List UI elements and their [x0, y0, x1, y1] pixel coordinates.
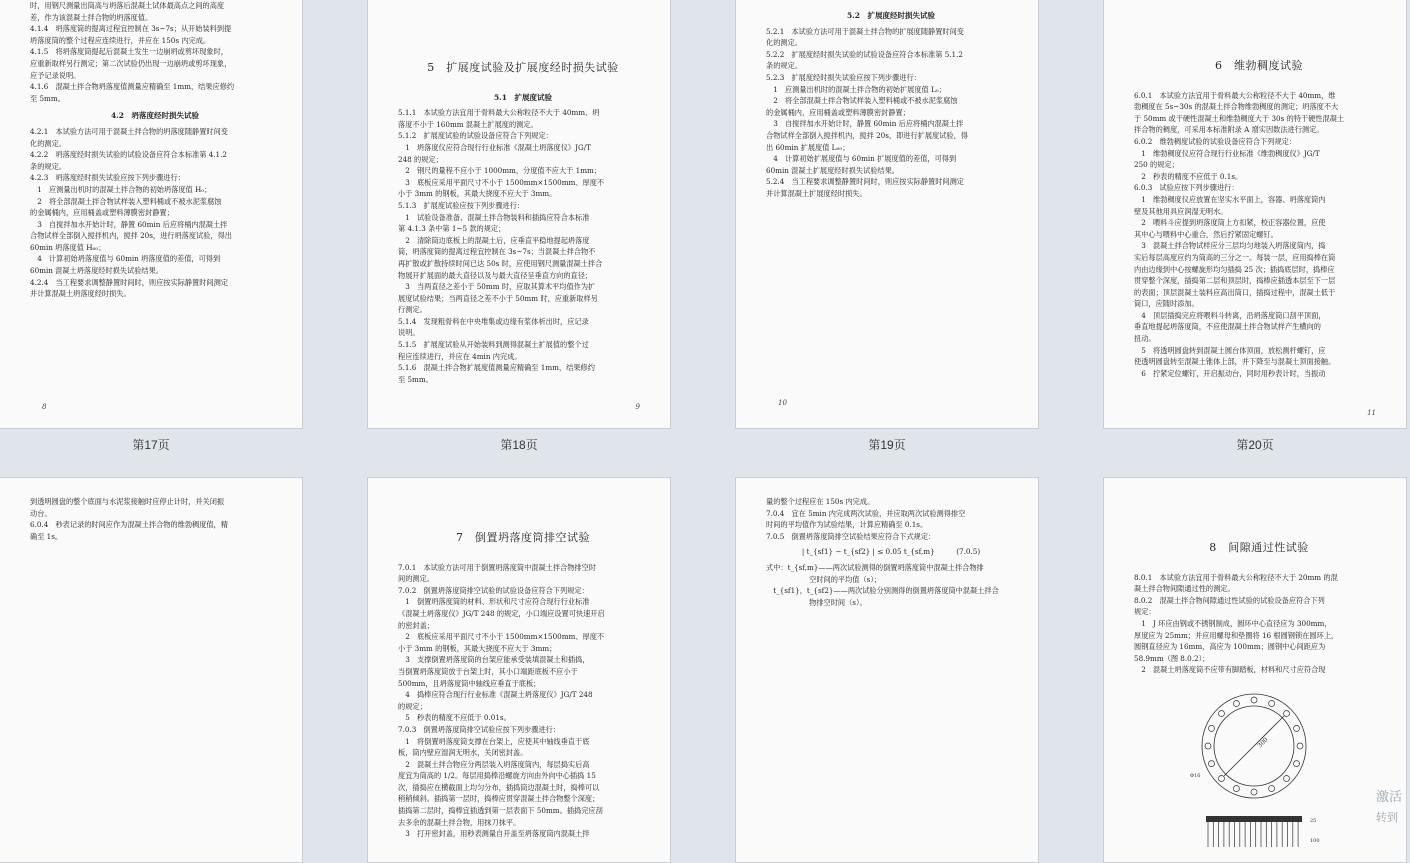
text-line: 5 秒表的精度不应低于 0.01s。: [398, 713, 511, 723]
text-line: 6.0.1 本试验方法宜用于骨料最大公称粒径不大于 40mm，维: [1134, 90, 1336, 100]
text-line: 间的测定。: [398, 574, 434, 584]
ring-rod-hole: [1269, 785, 1275, 791]
text-line: 板，筒内壁应湿润无明水，关闭密封盖。: [398, 748, 528, 758]
text-line: 使透明圆盘转至混凝土锥体上部，并下降至与混凝土顶面接触。: [1134, 357, 1336, 367]
ring-rod-hole: [1209, 761, 1215, 767]
ring-rod-hole: [1284, 710, 1290, 716]
ring-rod-hole: [1218, 710, 1224, 716]
text-line: 条的规定。: [766, 61, 802, 71]
text-line: 物展开扩展面的最大直径以及与最大直径呈垂直方向的直径；: [398, 270, 593, 280]
text-line: 60min 混凝土坍落度经时损失试验结果。: [30, 266, 163, 276]
ring-thickness-label: 25: [1310, 817, 1317, 824]
text-line: 筒，坍落度筒的提离过程宜控制在 3s~7s；当混凝土拌合物不: [398, 247, 596, 257]
text-line: 至 5mm。: [30, 93, 65, 103]
text-line: 6 拧紧定位螺钉，开启振动台，同时用秒表计时，当振动: [1134, 368, 1326, 378]
text-line: 5.2.2 扩展度经时损失试验的试验设备应符合本标准第 5.1.2: [766, 49, 963, 59]
chapter-title: 7 倒置坍落度筒排空试验: [456, 531, 590, 544]
page-body: [30, 0, 280, 300]
rod-height-label: 100: [1310, 837, 1320, 844]
text-line: 程应连续进行，并应在 4min 内完成。: [398, 351, 522, 361]
page-caption[interactable]: 第20页: [1236, 438, 1274, 452]
text-line: 度宜为筒高的 1/2。每层用捣棒沿螺旋方向由外向中心插捣 15: [398, 771, 596, 781]
text-line: 3 底板应采用平面尺寸不小于 1500mm×1500mm、厚度不: [398, 177, 605, 187]
text-line: 的金属桶内，应用桶盖或塑料薄膜密封静置；: [766, 107, 910, 117]
ring-rod-hole: [1284, 775, 1290, 781]
section-title: 4.2 坍落度经时损失试验: [110, 111, 200, 121]
document-page: [735, 0, 1039, 429]
text-line: 内由边缘到中心按螺旋形均匀插捣 25 次；插捣底层时，捣棒应: [1134, 264, 1335, 274]
text-line: 小于 3mm 的钢板，其最大挠度不应大于 3mm。: [398, 189, 557, 199]
text-line: 5.2.4 当工程要求调整静置时间时，则应按实际静置时间测定: [766, 177, 964, 187]
page-number: 10: [778, 399, 787, 408]
text-line: 小于 3mm 的钢板，其最大挠度不应大于 3mm；: [398, 643, 557, 653]
text-line: 贯穿整个深度，插捣第二层和顶层时，捣棒应插透本层至下一层: [1134, 276, 1336, 286]
document-page: [0, 0, 303, 429]
chapter-title: 8 间隙通过性试验: [1209, 541, 1309, 554]
text-line: 合物试样全部倒入搅拌机内，搅拌 20s，进行坍落度试验，得出: [30, 231, 232, 241]
page-body: [30, 496, 280, 542]
text-line: 说明。: [398, 328, 420, 338]
text-line: 3 混凝土拌合物试样应分三层均匀地装入坍落度筒内，捣: [1134, 241, 1326, 251]
chapter-title: 5 扩展度试验及扩展度经时损失试验: [427, 61, 619, 74]
text-line: 2 秒表的精度不应低于 0.1s。: [1134, 171, 1243, 181]
text-line: 差，作为该混凝土拌合物的坍落度值。: [30, 12, 153, 22]
text-line: 时间的平均值作为试验结果，计算应精确至 0.1s。: [766, 520, 928, 530]
page-number: 9: [635, 403, 640, 412]
text-line: t_{sf1}，t_{sf2}——两次试验分别测得的倒置坍落度筒中混凝土拌合: [766, 586, 999, 596]
ring-rod-hole: [1233, 785, 1239, 791]
text-line: 实后每层高度应约为筒高的三分之一。每装一层，应用捣棒在筒: [1134, 252, 1336, 262]
text-line: 5.1.4 发现粗骨料在中央堆集或边缘有浆体析出时，应记录: [398, 316, 589, 326]
text-line: 4.1.5 将坍落度筒提起后混凝土发生一边崩坍或剪坏现象时，: [30, 47, 228, 57]
text-line: 至 5mm。: [398, 374, 433, 384]
text-line: 4.2.2 坍落度经时损失试验的试验设备应符合本标准第 4.1.2: [30, 150, 227, 160]
text-line: 厚度应为 25mm；并应用螺母和垫圈将 16 根圆钢锁在圆环上，: [1134, 630, 1339, 640]
text-line: 插捣第二层时，捣棒宜插透到第一层表面下 50mm。插捣完应刮: [398, 806, 603, 816]
text-line: 的密封盖；: [398, 620, 434, 630]
text-line: 5.1.6 混凝土拌合物扩展度值测量应精确至 1mm，结果修约: [398, 363, 595, 373]
text-line: 的规定；: [398, 701, 427, 711]
text-line: 1 坍落度仪应符合现行行业标准《混凝土坍落度仪》JG/T: [398, 142, 591, 152]
document-page: [1103, 477, 1407, 863]
ring-rod-hole: [1205, 743, 1211, 749]
text-line: 稍稍倾斜。插捣第一层时，捣棒应贯穿混凝土拌合物整个深度；: [398, 794, 600, 804]
text-line: 并计算混凝土扩展度经时损失。: [766, 188, 867, 198]
page-body: [398, 107, 648, 385]
text-line: 7.0.1 本试验方法可用于倒置坍落度筒中混凝土拌合物排空时: [398, 562, 596, 572]
text-line: 拌合物的稠度，可采用本标准附录 A 增实因数法进行测定。: [1134, 125, 1324, 135]
text-line: 8.0.2 混凝土拌合物间隙通过性试验的试验设备应符合下列: [1134, 595, 1325, 605]
text-line: 3 自搅拌加水开始计时，静置 60min 后应将桶内混凝土拌: [766, 119, 964, 129]
activation-watermark: [1376, 788, 1410, 828]
page-body: [398, 562, 648, 840]
text-line: 垂直地提起坍落度筒，不应使混凝土拌合物试样产生横向的: [1134, 322, 1321, 332]
text-line: 化的测定。: [766, 38, 802, 48]
text-line: 3 当两直径之差小于 50mm 时，应取其算术平均值作为扩: [398, 282, 596, 292]
text-line: 3 支撑倒置坍落度筒的台架应能承受装填混凝土和插捣，: [398, 655, 590, 665]
text-line: 2 将全部混凝土拌合物试样装入塑料桶或不被水泥浆腐蚀: [766, 96, 958, 106]
text-line: 动台。: [30, 508, 52, 518]
text-line: 1 应测量出机时的混凝土拌合物的初始坍落度值 H₀；: [30, 184, 212, 194]
text-line: 时，用钢尺测量出筒高与坍落后混凝土试体最高点之间的高度: [30, 1, 225, 10]
text-line: 扭动。: [1134, 334, 1156, 344]
text-line: 出 60min 扩展度值 L₆₀；: [766, 142, 850, 152]
ring-rod-hole: [1251, 789, 1257, 795]
ring-rod-hole: [1251, 697, 1257, 703]
document-page: [367, 477, 671, 863]
text-line: 空时间的平均值（s）；: [766, 574, 882, 584]
chapter-title: 6 维勃稠度试验: [1215, 59, 1303, 72]
ring-rod-hole: [1269, 700, 1275, 706]
text-line: 应予记录说明。: [30, 70, 81, 80]
page-caption[interactable]: 第17页: [132, 438, 170, 452]
text-line: 5.1.1 本试验方法宜用于骨料最大公称粒径不大于 40mm、坍: [398, 108, 600, 118]
text-line: 合物试样全部倒入搅拌机内，搅拌 20s，即进行扩展度试验，得: [766, 130, 968, 140]
j-ring-diagram: [1184, 682, 1334, 847]
text-line: 应重新取样另行测定；第二次试验仍出现一边崩坍或剪坏现象，: [30, 58, 232, 68]
text-line: 凝土拌合物间隙通过性的测定。: [1134, 584, 1235, 594]
text-line: 落度不小于 160mm 混凝土扩展度的测定。: [398, 119, 538, 129]
text-line: 1 应测量出机时的混凝土拌合物的初始扩展度值 L₀；: [766, 84, 946, 94]
text-line: 3 自搅拌加水开始计时，静置 60min 后应将桶内混凝土拌: [30, 219, 228, 229]
text-line: 3 打开密封盖，用秒表测量自开盖至坍落度筒内混凝土拌: [398, 829, 590, 839]
text-line: 2 底板应采用平面尺寸不小于 1500mm×1500mm、厚度不: [398, 632, 605, 642]
page-body: [1134, 90, 1384, 380]
text-line: 圆钢直径应为 16mm，高应为 100mm；圆钢中心间距应为: [1134, 642, 1326, 652]
text-line: 的金属桶内，应用桶盖或塑料薄膜密封静置；: [30, 208, 174, 218]
text-line: 次，插捣应在横截面上均匀分布，插捣筒边混凝土时，捣棒可以: [398, 782, 600, 792]
formula-definitions: [766, 562, 1016, 608]
text-line: 1 维勃稠度仪应放置在坚实水平面上，容器、坍落度筒内: [1134, 194, 1326, 204]
text-line: 规定：: [1134, 607, 1156, 617]
text-line: 当倒置坍落度筒放于台架上时，其小口端距底板不应小于: [398, 666, 578, 676]
text-line: 2 将全部混凝土拌合物试样装入塑料桶或不被水泥浆腐蚀: [30, 196, 222, 206]
text-line: 8.0.1 本试验方法宜用于骨料最大公称粒径不大于 20mm 的混: [1134, 572, 1338, 582]
diameter-label: 300: [1256, 736, 1270, 750]
watermark-line: 转到: [1376, 811, 1398, 824]
text-line: 其中心与喂料中心重合，然后拧紧固定螺钉。: [1134, 229, 1278, 239]
page-body: [766, 26, 1016, 200]
text-line: 1 试验设备准备、混凝土拌合物装料和插捣应符合本标准: [398, 212, 590, 222]
text-line: 5.2.1 本试验方法可用于混凝土拌合物的扩展度随静置时间变: [766, 26, 964, 36]
rod-label: Φ16: [1190, 772, 1201, 779]
text-line: 5.1.2 扩展度试验的试验设备应符合下列规定：: [398, 131, 553, 141]
text-line: 筒口，应随时添加。: [1134, 299, 1199, 309]
ring-rod-hole: [1294, 761, 1300, 767]
text-line: 4.2.4 当工程要求调整静置时间时，则应按实际静置时间测定: [30, 277, 228, 287]
text-line: 60min 混凝土扩展度经时损失试验结果。: [766, 165, 899, 175]
ring-rod-hole: [1209, 725, 1215, 731]
text-line: 展度试验结果；当两直径之差不小于 50mm 时，应重新取样另: [398, 293, 598, 303]
text-line: 60min 坍落度值 H₆₀；: [30, 242, 106, 252]
text-line: 248 的规定；: [398, 154, 443, 164]
text-line: 的表面；顶层混凝土装料应高出筒口，插捣过程中，混凝土低于: [1134, 287, 1336, 297]
text-line: 物排空时间（s）。: [766, 597, 867, 607]
text-line: 条的规定。: [30, 161, 66, 171]
text-line: 勃稠度在 5s~30s 的混凝土拌合物维勃稠度的测定；坍落度不大: [1134, 102, 1339, 112]
text-line: 确至 1s。: [30, 531, 63, 541]
page-caption[interactable]: 第19页: [868, 438, 906, 452]
text-line: 到透明圆盘的整个底面与水泥浆接触时应停止计时，并关闭振: [30, 497, 225, 506]
text-line: 量的整个过程应在 150s 内完成。: [766, 497, 875, 506]
text-line: 4.2.1 本试验方法可用于混凝土拌合物的坍落度随静置时间变: [30, 126, 228, 136]
text-line: 壁及其他用具应润湿无明水。: [1134, 206, 1228, 216]
text-line: 6.0.4 秒表记录的时间应作为混凝土拌合物的维勃稠度值，精: [30, 520, 228, 530]
watermark-line: 激活: [1376, 790, 1403, 805]
text-line: 2 清除筒边底板上的混凝土后，应垂直平稳地提起坍落度: [398, 235, 590, 245]
text-line: 2 喂料斗应提到坍落度筒上方扣紧，校正容器位置，应使: [1134, 218, 1326, 228]
text-line: 1 倒置坍落度筒的材料、形状和尺寸应符合现行行业标准: [398, 597, 590, 607]
text-line: 去多余的混凝土拌合物，用抹刀抹平。: [398, 817, 521, 827]
text-line: 7.0.3 倒置坍落度筒排空试验应按下列步骤进行：: [398, 724, 561, 734]
text-line: 250 的规定；: [1134, 160, 1179, 170]
text-line: 行测定。: [398, 305, 427, 315]
ring-rod-hole: [1297, 743, 1303, 749]
section-title: 5.2 扩展度经时损失试验: [846, 11, 936, 20]
document-page: [367, 0, 671, 429]
text-line: 500mm，且坍落度筒中轴线应垂直于底板；: [398, 678, 541, 688]
text-line: 4 顶层插捣完应将喂料斗转离，沿坍落度筒口刮平顶面，: [1134, 310, 1326, 320]
formula-7-0-5: | t_{sf1} − t_{sf2} | ≤ 0.05 t_{sf,m} (7.0.5): [801, 547, 981, 557]
text-line: 4.2.3 坍落度经时损失试验应按下列步骤进行：: [30, 173, 185, 183]
text-line: 7.0.2 倒置坍落度筒排空试验的试验设备应符合下列规定：: [398, 585, 589, 595]
text-line: 于 50mm 或干硬性混凝土和维勃稠度大于 30s 的特干硬性混凝土: [1134, 113, 1345, 123]
section-title: 5.1 扩展度试验: [493, 92, 553, 102]
document-page: [735, 477, 1039, 863]
document-page: [1103, 0, 1407, 429]
text-line: 2 钢尺的量程不应小于 1000mm，分度值不应大于 1mm；: [398, 166, 602, 176]
text-line: 《混凝土坍落度仪》JG/T 248 的规定，小口端应设置可快速开启: [398, 608, 605, 618]
page-number: 11: [1367, 409, 1376, 418]
text-line: 4 捣棒应符合现行行业标准《混凝土坍落度仪》JG/T 248: [398, 690, 593, 700]
text-line: 4 计算初始扩展度值与 60min 扩展度值的差值，可得到: [766, 154, 957, 164]
text-line: 7.0.5 倒置坍落度筒排空试验结果应符合下式规定：: [766, 531, 936, 541]
text-line: 58.9mm（图 8.0.2）；: [1134, 653, 1210, 663]
text-line: 坍落度筒的整个过程应连续进行，并应在 150s 内完成。: [30, 35, 211, 45]
page-body: [1134, 572, 1384, 676]
text-line: 4.1.4 坍落度筒的提离过程宜控制在 3s~7s；从开始装料到提: [30, 24, 232, 34]
text-line: 1 J 环应由钢或不锈钢制成，圆环中心直径应为 300mm，: [1134, 618, 1332, 628]
text-line: 再扩散或扩散持续时间已达 50s 时，应使用钢尺测量混凝土拌合: [398, 258, 603, 268]
ring-rod-hole: [1218, 775, 1224, 781]
text-line: 6.0.2 维勃稠度试验的试验设备应符合下列规定：: [1134, 136, 1297, 146]
text-line: 4 计算初始坍落度值与 60min 坍落度值的差值，可得到: [30, 254, 221, 264]
document-page: [0, 477, 303, 863]
page-number: 8: [42, 403, 47, 412]
text-line: 式中：t_{sf,m}——两次试验测得的倒置坍落度筒中混凝土拌合物排: [766, 562, 984, 572]
text-line: 2 混凝土坍落度筒不应带有脚踏板，材料和尺寸应符合现: [1134, 665, 1326, 675]
ring-rod-hole: [1294, 725, 1300, 731]
text-line: 5.1.3 扩展度试验应按下列步骤进行：: [398, 200, 525, 210]
text-line: 化的测定。: [30, 138, 66, 148]
ring-rod-hole: [1233, 700, 1239, 706]
page-body: [766, 496, 1016, 542]
text-line: 并计算混凝土坍落度经时损失。: [30, 289, 131, 299]
text-line: 5.1.5 扩展度试验从开始装料到测得混凝土扩展值的整个过: [398, 340, 589, 350]
text-line: 5 将透明圆盘转到混凝土圆台体顶面，放松测杆螺钉，应: [1134, 345, 1326, 355]
text-line: 4.1.6 混凝土拌合物坍落度值测量应精确至 1mm，结果应修约: [30, 82, 235, 92]
text-line: 5.2.3 扩展度经时损失试验应按下列步骤进行：: [766, 72, 921, 82]
text-line: 7.0.4 宜在 5min 内完成两次试验，并应取两次试验测得排空: [766, 508, 966, 518]
page-caption[interactable]: 第18页: [500, 438, 538, 452]
text-line: 1 将倒置坍落度筒支撑在台架上，应使其中轴线垂直于底: [398, 736, 590, 746]
text-line: 1 维勃稠度仪应符合现行行业标准《维勃稠度仪》JG/T: [1134, 148, 1320, 158]
text-line: 2 混凝土拌合物应分两层装入坍落度筒内，每层捣实后高: [398, 759, 590, 769]
text-line: 6.0.3 试验应按下列步骤进行：: [1134, 183, 1239, 193]
text-line: 第 4.1.3 条中第 1~5 款的规定；: [398, 224, 506, 234]
